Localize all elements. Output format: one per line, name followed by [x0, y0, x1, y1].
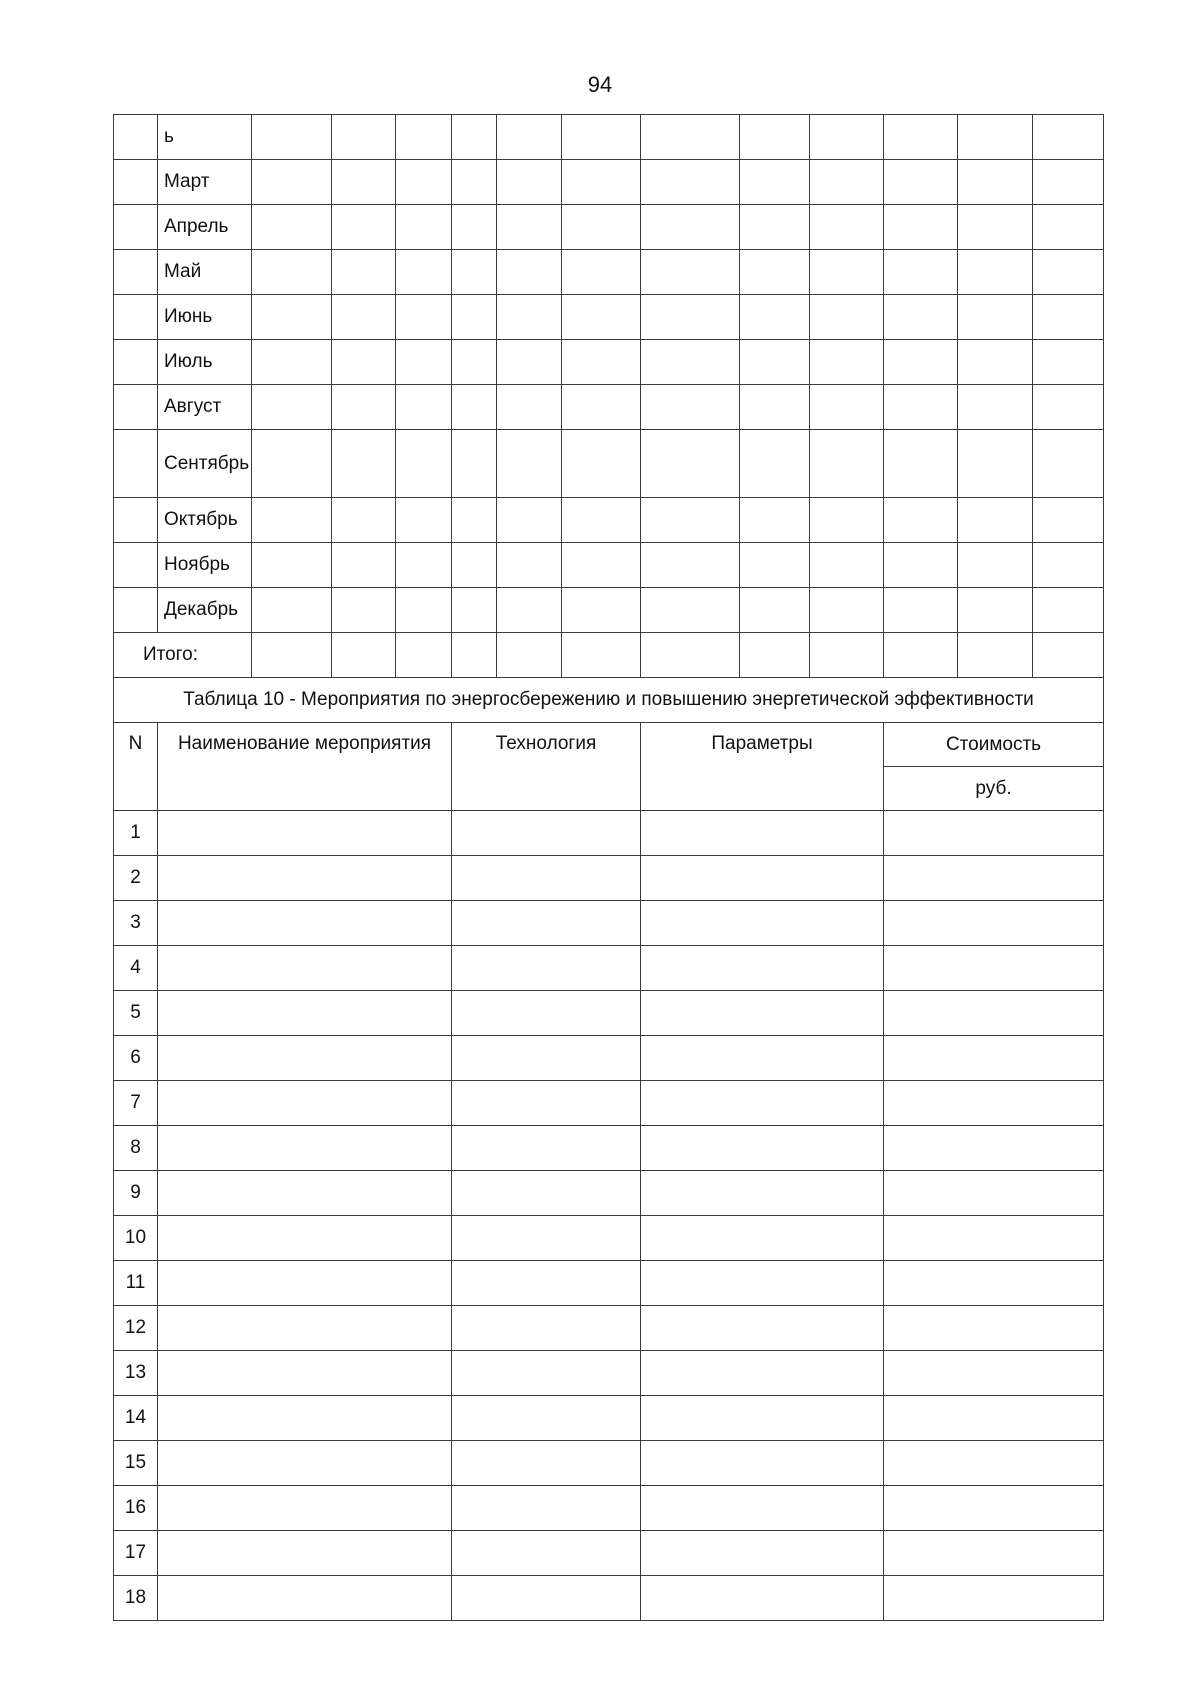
- total-row: [114, 633, 1104, 678]
- data-cell: [452, 160, 497, 205]
- row-number-cell: [114, 205, 158, 250]
- data-cell: [452, 543, 497, 588]
- data-cell: [252, 385, 332, 430]
- data-cell: [1033, 340, 1104, 385]
- month-row: [114, 160, 1104, 205]
- data-cell: [158, 1261, 452, 1306]
- data-cell: [641, 340, 740, 385]
- data-cell: [452, 856, 641, 901]
- data-cell: [452, 991, 641, 1036]
- data-cell: [641, 1081, 884, 1126]
- data-cell: [641, 1036, 884, 1081]
- data-cell: [884, 901, 1104, 946]
- data-cell: [252, 205, 332, 250]
- data-cell: [884, 946, 1104, 991]
- data-cell: [562, 115, 641, 160]
- data-cell: [452, 1306, 641, 1351]
- month-label: Июль: [158, 340, 252, 385]
- data-cell: [810, 543, 884, 588]
- data-cell: [884, 543, 958, 588]
- data-cell: [396, 160, 452, 205]
- table10-header-row: [114, 723, 1104, 767]
- month-row: [114, 385, 1104, 430]
- row-number: 14: [114, 1396, 158, 1441]
- table-row: [114, 1351, 1104, 1396]
- table-row: [114, 1531, 1104, 1576]
- data-cell: [562, 295, 641, 340]
- data-cell: [158, 1171, 452, 1216]
- month-label: Май: [158, 250, 252, 295]
- month-label: Декабрь: [158, 588, 252, 633]
- table-row: [114, 946, 1104, 991]
- data-cell: [396, 115, 452, 160]
- data-cell: [497, 250, 562, 295]
- data-cell: [452, 498, 497, 543]
- data-cell: [884, 1486, 1104, 1531]
- data-cell: [884, 1126, 1104, 1171]
- data-cell: [740, 588, 810, 633]
- data-cell: [641, 991, 884, 1036]
- table-row: [114, 901, 1104, 946]
- data-cell: [884, 1306, 1104, 1351]
- data-cell: [740, 205, 810, 250]
- month-row: [114, 295, 1104, 340]
- data-cell: [884, 430, 958, 498]
- month-label: Сентябрь: [158, 430, 252, 498]
- data-cell: [332, 205, 396, 250]
- row-number: 11: [114, 1261, 158, 1306]
- row-number: 2: [114, 856, 158, 901]
- row-number: 10: [114, 1216, 158, 1261]
- month-row: [114, 498, 1104, 543]
- data-cell: [396, 295, 452, 340]
- table-row: [114, 1216, 1104, 1261]
- month-row: [114, 543, 1104, 588]
- data-cell: [884, 1531, 1104, 1576]
- page-number: 94: [587, 72, 613, 97]
- data-cell: [158, 946, 452, 991]
- header-parameters: Параметры: [641, 723, 884, 811]
- data-cell: [884, 1441, 1104, 1486]
- data-cell: [452, 1441, 641, 1486]
- data-cell: [396, 385, 452, 430]
- month-label: ь: [158, 115, 252, 160]
- data-cell: [252, 295, 332, 340]
- header-cost-unit: руб.: [884, 767, 1104, 811]
- data-cell: [641, 811, 884, 856]
- row-number: 9: [114, 1171, 158, 1216]
- data-cell: [810, 205, 884, 250]
- data-cell: [884, 991, 1104, 1036]
- month-row: [114, 250, 1104, 295]
- data-cell: [641, 1441, 884, 1486]
- data-cell: [641, 856, 884, 901]
- table-row: [114, 1171, 1104, 1216]
- data-cell: [452, 1261, 641, 1306]
- data-cell: [452, 1081, 641, 1126]
- month-label: Ноябрь: [158, 543, 252, 588]
- data-cell: [740, 430, 810, 498]
- row-number-cell: [114, 340, 158, 385]
- data-cell: [562, 160, 641, 205]
- data-cell: [958, 295, 1033, 340]
- data-cell: [884, 115, 958, 160]
- data-cell: [452, 430, 497, 498]
- data-cell: [158, 1396, 452, 1441]
- data-cell: [641, 946, 884, 991]
- data-cell: [641, 901, 884, 946]
- data-cell: [641, 430, 740, 498]
- data-cell: [641, 1531, 884, 1576]
- data-cell: [252, 340, 332, 385]
- data-cell: [396, 250, 452, 295]
- data-cell: [497, 385, 562, 430]
- data-cell: [884, 856, 1104, 901]
- data-cell: [497, 160, 562, 205]
- data-cell: [740, 250, 810, 295]
- data-cell: [158, 1486, 452, 1531]
- data-cell: [884, 811, 1104, 856]
- data-cell: [332, 295, 396, 340]
- row-number: 16: [114, 1486, 158, 1531]
- data-cell: [884, 1396, 1104, 1441]
- row-number-cell: [114, 543, 158, 588]
- data-cell: [158, 1531, 452, 1576]
- table10-caption-row: [114, 678, 1104, 723]
- data-cell: [396, 340, 452, 385]
- data-cell: [884, 295, 958, 340]
- data-cell: [740, 295, 810, 340]
- data-cell: [452, 115, 497, 160]
- table-row: [114, 811, 1104, 856]
- total-label: Итого:: [114, 633, 252, 678]
- data-cell: [158, 1441, 452, 1486]
- data-cell: [641, 160, 740, 205]
- data-cell: [884, 1576, 1104, 1621]
- data-cell: [641, 1261, 884, 1306]
- data-cell: [641, 205, 740, 250]
- data-cell: [810, 498, 884, 543]
- data-cell: [452, 205, 497, 250]
- data-cell: [740, 340, 810, 385]
- header-technology: Технология: [452, 723, 641, 811]
- data-cell: [1033, 205, 1104, 250]
- table-row: [114, 1576, 1104, 1621]
- document-table: [113, 114, 1104, 1621]
- data-cell: [810, 430, 884, 498]
- table-row: [114, 1126, 1104, 1171]
- data-cell: [452, 250, 497, 295]
- header-n: N: [114, 723, 158, 811]
- data-cell: [252, 543, 332, 588]
- data-cell: [396, 543, 452, 588]
- month-label: Март: [158, 160, 252, 205]
- row-number-cell: [114, 385, 158, 430]
- data-cell: [958, 205, 1033, 250]
- data-cell: [158, 1081, 452, 1126]
- data-cell: [641, 1216, 884, 1261]
- data-cell: [958, 385, 1033, 430]
- month-row: [114, 430, 1104, 498]
- data-cell: [452, 901, 641, 946]
- data-cell: [332, 250, 396, 295]
- data-cell: [452, 1216, 641, 1261]
- data-cell: [1033, 543, 1104, 588]
- month-row: [114, 205, 1104, 250]
- data-cell: [641, 1306, 884, 1351]
- row-number: 17: [114, 1531, 158, 1576]
- data-cell: [884, 1171, 1104, 1216]
- row-number: 1: [114, 811, 158, 856]
- data-cell: [641, 1126, 884, 1171]
- data-cell: [884, 588, 958, 633]
- data-cell: [641, 543, 740, 588]
- data-cell: [740, 385, 810, 430]
- data-cell: [452, 1486, 641, 1531]
- data-cell: [641, 385, 740, 430]
- data-cell: [497, 430, 562, 498]
- month-label: Октябрь: [158, 498, 252, 543]
- data-cell: [884, 1351, 1104, 1396]
- data-cell: [332, 498, 396, 543]
- data-cell: [396, 498, 452, 543]
- data-cell: [740, 160, 810, 205]
- data-cell: [641, 498, 740, 543]
- data-cell: [958, 160, 1033, 205]
- data-cell: [1033, 385, 1104, 430]
- data-cell: [497, 115, 562, 160]
- month-row: [114, 115, 1104, 160]
- table-row: [114, 1036, 1104, 1081]
- row-number-cell: [114, 250, 158, 295]
- data-cell: [562, 205, 641, 250]
- data-cell: [497, 543, 562, 588]
- data-cell: [452, 811, 641, 856]
- data-cell: [958, 250, 1033, 295]
- data-cell: [958, 588, 1033, 633]
- table-row: [114, 1306, 1104, 1351]
- header-cost: Стоимость: [884, 723, 1104, 767]
- data-cell: [562, 498, 641, 543]
- table-row: [114, 1486, 1104, 1531]
- row-number-cell: [114, 430, 158, 498]
- data-cell: [396, 205, 452, 250]
- data-cell: [884, 160, 958, 205]
- data-cell: [810, 340, 884, 385]
- data-cell: [497, 295, 562, 340]
- data-cell: [884, 340, 958, 385]
- data-cell: [452, 946, 641, 991]
- data-cell: [396, 430, 452, 498]
- data-cell: [958, 543, 1033, 588]
- data-cell: [740, 543, 810, 588]
- data-cell: [452, 1531, 641, 1576]
- data-cell: [740, 498, 810, 543]
- table-row: [114, 856, 1104, 901]
- data-cell: [740, 115, 810, 160]
- data-cell: [810, 115, 884, 160]
- data-cell: [332, 430, 396, 498]
- row-number: 8: [114, 1126, 158, 1171]
- data-cell: [641, 1171, 884, 1216]
- data-cell: [158, 1351, 452, 1396]
- data-cell: [884, 1081, 1104, 1126]
- data-cell: [158, 811, 452, 856]
- data-cell: [641, 1576, 884, 1621]
- data-cell: [562, 430, 641, 498]
- data-cell: [332, 160, 396, 205]
- row-number: 12: [114, 1306, 158, 1351]
- data-cell: [252, 115, 332, 160]
- data-cell: [158, 856, 452, 901]
- data-cell: [497, 588, 562, 633]
- data-cell: [562, 543, 641, 588]
- row-number: 7: [114, 1081, 158, 1126]
- data-cell: [1033, 498, 1104, 543]
- data-cell: [884, 205, 958, 250]
- row-number-cell: [114, 588, 158, 633]
- data-cell: [452, 295, 497, 340]
- month-label: Август: [158, 385, 252, 430]
- data-cell: [452, 1126, 641, 1171]
- row-number: 3: [114, 901, 158, 946]
- month-label: Апрель: [158, 205, 252, 250]
- data-cell: [497, 340, 562, 385]
- data-cell: [641, 250, 740, 295]
- data-cell: [958, 498, 1033, 543]
- data-cell: [1033, 250, 1104, 295]
- data-cell: [158, 1576, 452, 1621]
- data-cell: [158, 1036, 452, 1081]
- data-cell: [158, 901, 452, 946]
- data-cell: [452, 588, 497, 633]
- data-cell: [158, 1306, 452, 1351]
- data-cell: [332, 588, 396, 633]
- data-cell: [884, 1216, 1104, 1261]
- row-number: 6: [114, 1036, 158, 1081]
- data-cell: [884, 250, 958, 295]
- data-cell: [1033, 430, 1104, 498]
- row-number-cell: [114, 160, 158, 205]
- row-number-cell: [114, 115, 158, 160]
- table-row: [114, 991, 1104, 1036]
- data-cell: [1033, 588, 1104, 633]
- month-row: [114, 340, 1104, 385]
- data-cell: [562, 250, 641, 295]
- data-cell: [1033, 295, 1104, 340]
- data-cell: [884, 498, 958, 543]
- data-cell: [641, 588, 740, 633]
- table10-body: [114, 811, 1104, 1621]
- data-cell: [252, 250, 332, 295]
- data-cell: [810, 295, 884, 340]
- data-cell: [562, 588, 641, 633]
- table-row: [114, 1396, 1104, 1441]
- data-cell: [158, 1216, 452, 1261]
- data-cell: [497, 205, 562, 250]
- data-cell: [452, 1351, 641, 1396]
- table-row: [114, 1261, 1104, 1306]
- data-cell: [641, 295, 740, 340]
- data-cell: [452, 1171, 641, 1216]
- data-cell: [958, 340, 1033, 385]
- data-cell: [252, 588, 332, 633]
- data-cell: [252, 160, 332, 205]
- data-cell: [810, 385, 884, 430]
- row-number: 18: [114, 1576, 158, 1621]
- data-cell: [332, 543, 396, 588]
- row-number: 5: [114, 991, 158, 1036]
- data-cell: [1033, 115, 1104, 160]
- data-cell: [332, 340, 396, 385]
- data-cell: [641, 1351, 884, 1396]
- data-cell: [884, 1261, 1104, 1306]
- table10-caption: Таблица 10 - Мероприятия по энергосбережению и повышению энергетической эффективности: [114, 678, 1104, 723]
- data-cell: [810, 588, 884, 633]
- data-cell: [452, 1396, 641, 1441]
- data-cell: [497, 498, 562, 543]
- data-cell: [1033, 160, 1104, 205]
- data-cell: [332, 385, 396, 430]
- data-cell: [641, 1486, 884, 1531]
- data-cell: [452, 1036, 641, 1081]
- data-cell: [158, 991, 452, 1036]
- data-cell: [884, 385, 958, 430]
- table-row: [114, 1441, 1104, 1486]
- row-number-cell: [114, 498, 158, 543]
- data-cell: [562, 385, 641, 430]
- row-number: 13: [114, 1351, 158, 1396]
- row-number: 4: [114, 946, 158, 991]
- table-row: [114, 1081, 1104, 1126]
- data-cell: [810, 250, 884, 295]
- data-cell: [252, 498, 332, 543]
- data-cell: [252, 430, 332, 498]
- data-cell: [641, 1396, 884, 1441]
- monthly-table-body: [114, 115, 1104, 633]
- data-cell: [452, 340, 497, 385]
- row-number: 15: [114, 1441, 158, 1486]
- data-cell: [452, 385, 497, 430]
- data-cell: [884, 1036, 1104, 1081]
- data-cell: [396, 588, 452, 633]
- data-cell: [332, 115, 396, 160]
- data-cell: [958, 430, 1033, 498]
- header-name: Наименование мероприятия: [158, 723, 452, 811]
- row-number-cell: [114, 295, 158, 340]
- data-cell: [158, 1126, 452, 1171]
- data-cell: [562, 340, 641, 385]
- month-label: Июнь: [158, 295, 252, 340]
- month-row: [114, 588, 1104, 633]
- data-cell: [641, 115, 740, 160]
- data-cell: [452, 1576, 641, 1621]
- data-cell: [958, 115, 1033, 160]
- data-cell: [810, 160, 884, 205]
